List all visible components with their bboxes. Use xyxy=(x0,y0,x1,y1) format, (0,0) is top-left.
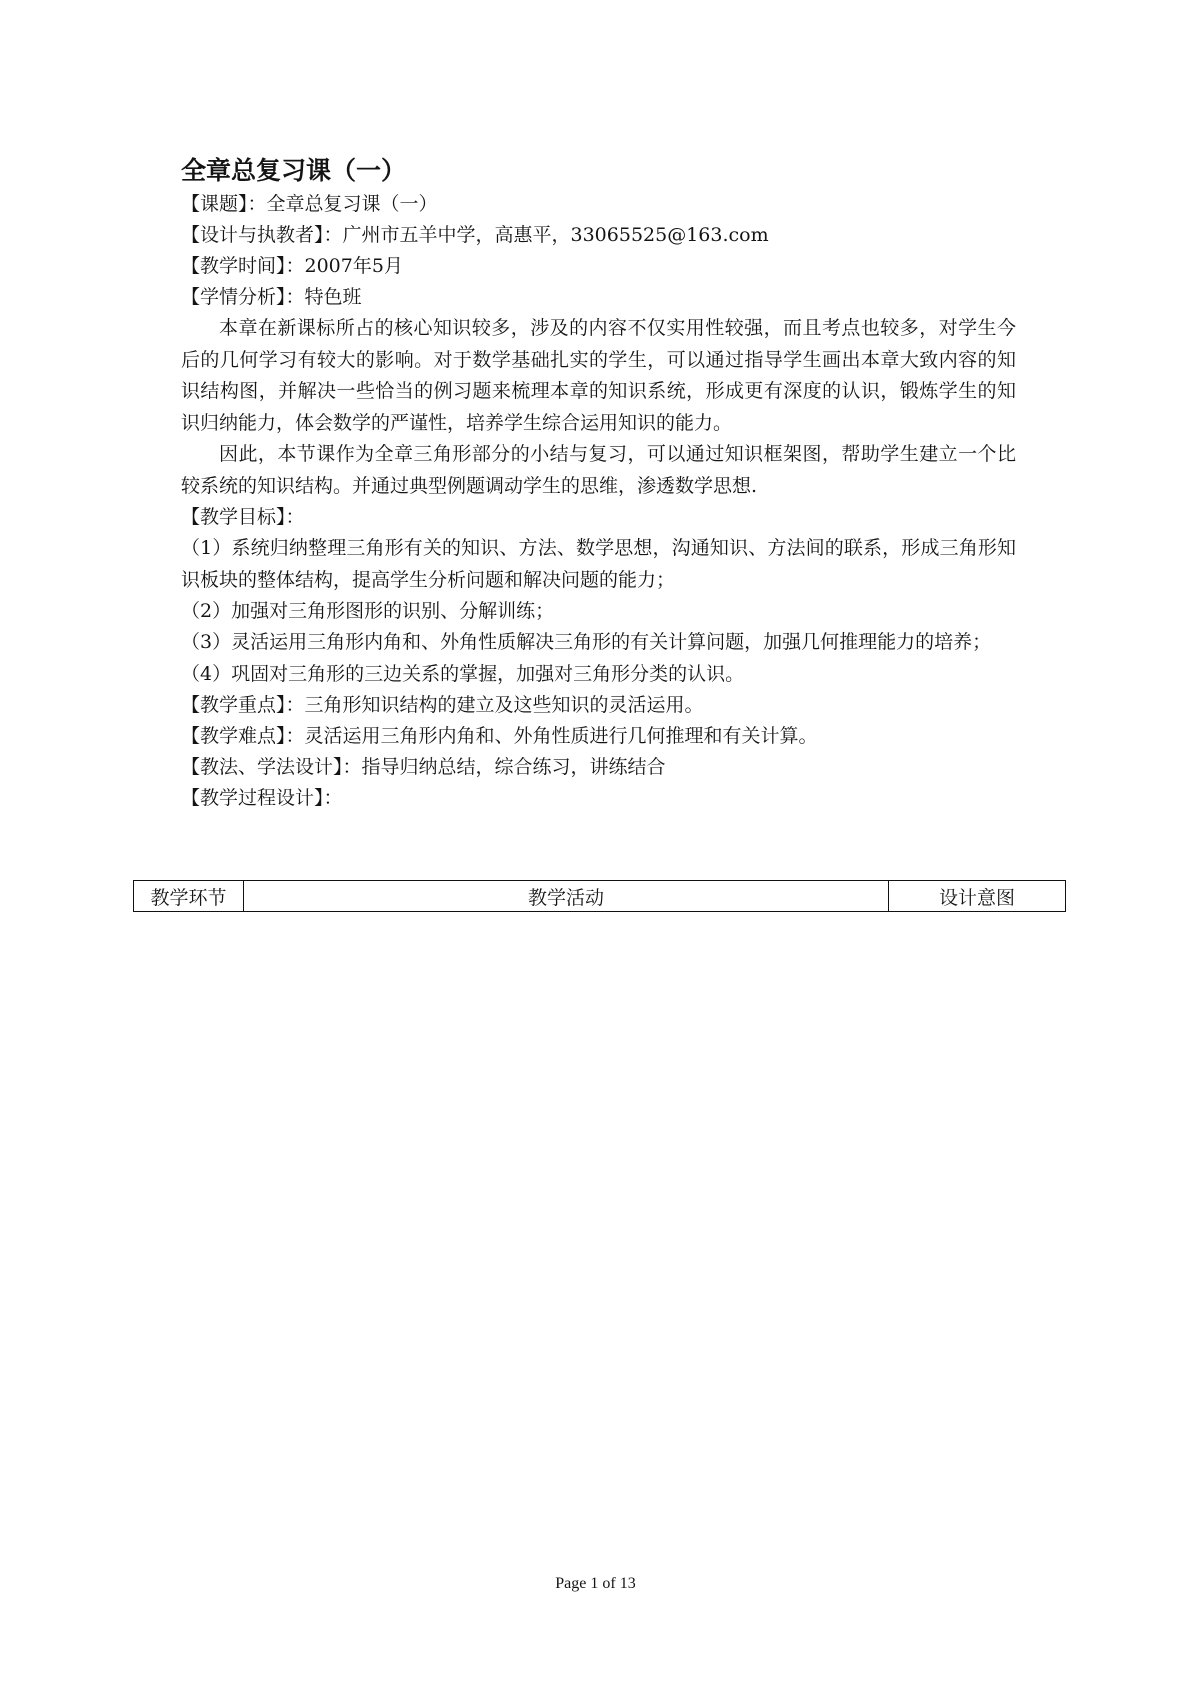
table-header-activity: 教学活动 xyxy=(244,881,889,911)
objective-item: （1）系统归纳整理三角形有关的知识、方法、数学思想，沟通知识、方法间的联系，形成三角形知识板块的整体结构，提高学生分析问题和解决问题的能力； xyxy=(181,537,1016,591)
document-body xyxy=(181,153,1016,814)
objective-item: （3）灵活运用三角形内角和、外角性质解决三角形的有关计算问题，加强几何推理能力的培养； xyxy=(181,631,992,653)
process-heading: 【教学过程设计】： xyxy=(181,786,343,809)
info-class-analysis: 【学情分析】：特色班 xyxy=(181,286,362,308)
info-time: 【教学时间】：2007年5月 xyxy=(181,255,403,277)
process-table-header xyxy=(133,880,1066,912)
analysis-paragraph: 本章在新课标所占的核心知识较多，涉及的内容不仅实用性较强，而且考点也较多，对学生今后的几何学习有较大的影响。对于数学基础扎实的学生，可以通过指导学生画出本章大致内容的知识结构图，并解决一些恰当的例习题来梳理本章的知识系统，形成更有深度的认识，锻炼学生的知识归纳能力，体会数学的严谨性，培养学生综合运用知识的能力。 xyxy=(181,317,1016,434)
methods: 【教法、学法设计】：指导归纳总结，综合练习，讲练结合 xyxy=(181,755,666,778)
difficulty: 【教学难点】：灵活运用三角形内角和、外角性质进行几何推理和有关计算。 xyxy=(181,724,818,747)
info-author: 【设计与执教者】：广州市五羊中学，高惠平，33065525@163.com xyxy=(181,224,769,246)
page-number: Page 1 of 13 xyxy=(555,1575,636,1592)
objective-item: （2）加强对三角形图形的识别、分解训练； xyxy=(181,600,555,622)
info-topic: 【课题】：全章总复习课（一） xyxy=(181,193,438,215)
key-point: 【教学重点】：三角形知识结构的建立及这些知识的灵活运用。 xyxy=(181,693,704,716)
purpose-paragraph: 因此，本节课作为全章三角形部分的小结与复习，可以通过知识框架图，帮助学生建立一个比较系统的知识结构。并通过典型例题调动学生的思维，渗透数学思想. xyxy=(181,443,1016,497)
table-header-intent: 设计意图 xyxy=(938,886,1015,909)
document-title: 全章总复习课（一） xyxy=(181,156,407,185)
objective-item: （4）巩固对三角形的三边关系的掌握，加强对三角形分类的认识。 xyxy=(181,662,745,685)
table-header-stage: 教学环节 xyxy=(134,881,244,911)
objectives-heading: 【教学目标】： xyxy=(181,506,305,528)
